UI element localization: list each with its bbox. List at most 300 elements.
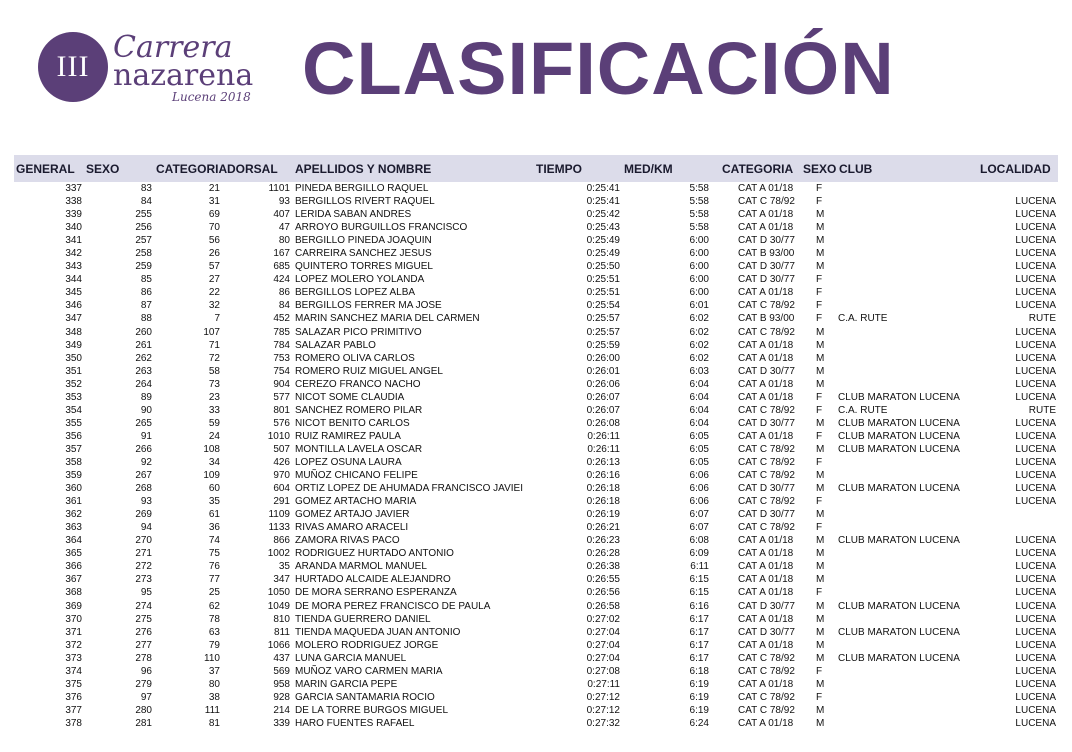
table-row <box>14 456 1058 469</box>
cell-categoria: CAT A 01/18 <box>738 574 794 586</box>
cell-categoria: CAT A 01/18 <box>738 548 794 560</box>
table-row <box>14 247 1058 260</box>
header-nombre: APELLIDOS Y NOMBRE <box>295 162 432 176</box>
cell-medkm: 6:06 <box>689 483 709 495</box>
cell-tiempo: 0:26:56 <box>586 587 620 599</box>
cell-dorsal: 754 <box>273 365 290 377</box>
cell-tiempo: 0:27:04 <box>586 639 620 651</box>
cell-tiempo: 0:27:04 <box>586 626 620 638</box>
cell-categoria: CAT A 01/18 <box>738 209 794 221</box>
cell-medkm: 5:58 <box>689 209 709 221</box>
cell-dorsal: 35 <box>278 561 290 573</box>
cell-sexo: F <box>816 456 823 468</box>
cell-sexo-pos: 271 <box>135 548 152 560</box>
cell-localidad: LUCENA <box>1015 600 1056 612</box>
cell-tiempo: 0:26:28 <box>586 548 620 560</box>
cell-general: 350 <box>65 352 82 364</box>
cell-categoria: CAT C 78/92 <box>738 652 795 664</box>
cell-general: 358 <box>65 456 82 468</box>
cell-general: 354 <box>65 404 82 416</box>
cell-general: 357 <box>65 443 82 455</box>
cell-localidad: LUCENA <box>1015 391 1056 403</box>
cell-localidad: LUCENA <box>1015 417 1056 429</box>
cell-tiempo: 0:26:38 <box>586 561 620 573</box>
cell-categoria-pos: 110 <box>204 652 220 664</box>
cell-dorsal: 339 <box>273 717 290 729</box>
cell-categoria: CAT A 01/18 <box>738 222 794 234</box>
cell-localidad: LUCENA <box>1015 483 1056 495</box>
cell-sexo-pos: 266 <box>135 443 152 455</box>
cell-medkm: 6:05 <box>689 443 709 455</box>
cell-sexo: M <box>816 470 825 482</box>
cell-dorsal: 753 <box>273 352 290 364</box>
cell-localidad: LUCENA <box>1015 535 1056 547</box>
cell-medkm: 6:00 <box>689 274 709 286</box>
table-row <box>14 339 1058 352</box>
table-row <box>14 391 1058 404</box>
cell-tiempo: 0:26:01 <box>586 365 620 377</box>
cell-dorsal: 866 <box>273 535 290 547</box>
cell-categoria-pos: 32 <box>208 300 220 312</box>
table-row <box>14 495 1058 508</box>
header-general: GENERAL <box>16 162 75 176</box>
cell-tiempo: 0:25:41 <box>586 196 620 208</box>
cell-dorsal: 928 <box>273 691 290 703</box>
cell-tiempo: 0:26:13 <box>586 456 620 468</box>
header-club: CLUB <box>839 162 873 176</box>
table-row <box>14 534 1058 547</box>
cell-dorsal: 47 <box>278 222 290 234</box>
cell-sexo-pos: 270 <box>135 535 152 547</box>
cell-categoria: CAT C 78/92 <box>738 443 795 455</box>
table-row <box>14 378 1058 391</box>
cell-categoria: CAT C 78/92 <box>738 470 795 482</box>
cell-sexo-pos: 278 <box>135 652 152 664</box>
cell-nombre: MOLERO RODRIGUEZ JORGE <box>295 639 439 651</box>
table-row <box>14 208 1058 221</box>
cell-categoria: CAT A 01/18 <box>738 587 794 599</box>
cell-dorsal: 904 <box>273 378 290 390</box>
cell-sexo: M <box>816 443 825 455</box>
cell-nombre: NICOT BENITO CARLOS <box>295 417 410 429</box>
cell-categoria-pos: 36 <box>208 522 220 534</box>
cell-categoria: CAT C 78/92 <box>738 456 795 468</box>
cell-sexo: M <box>816 509 825 521</box>
cell-sexo: M <box>816 235 825 247</box>
cell-sexo-pos: 94 <box>140 522 152 534</box>
cell-medkm: 6:00 <box>689 261 709 273</box>
table-row <box>14 273 1058 286</box>
cell-categoria-pos: 56 <box>208 235 220 247</box>
cell-sexo: M <box>816 639 825 651</box>
cell-nombre: GOMEZ ARTAJO JAVIER <box>295 509 410 521</box>
cell-tiempo: 0:26:18 <box>586 483 620 495</box>
cell-general: 360 <box>65 483 82 495</box>
cell-tiempo: 0:27:12 <box>586 704 620 716</box>
cell-categoria: CAT A 01/18 <box>738 613 794 625</box>
cell-medkm: 6:09 <box>689 548 709 560</box>
cell-medkm: 6:19 <box>689 678 709 690</box>
cell-general: 373 <box>65 652 82 664</box>
table-row <box>14 639 1058 652</box>
cell-tiempo: 0:26:23 <box>586 535 620 547</box>
table-row <box>14 260 1058 273</box>
cell-dorsal: 80 <box>278 235 290 247</box>
cell-general: 351 <box>65 365 82 377</box>
cell-sexo: M <box>816 352 825 364</box>
cell-sexo-pos: 255 <box>135 209 152 221</box>
cell-general: 365 <box>65 548 82 560</box>
cell-general: 370 <box>65 613 82 625</box>
cell-general: 337 <box>65 183 82 194</box>
cell-categoria-pos: 78 <box>208 613 220 625</box>
cell-localidad: LUCENA <box>1015 639 1056 651</box>
cell-dorsal: 507 <box>273 443 290 455</box>
logo-title-line1: Carrera <box>113 30 233 65</box>
cell-nombre: GOMEZ ARTACHO MARIA <box>295 496 417 508</box>
cell-nombre: SALAZAR PICO PRIMITIVO <box>295 326 422 338</box>
cell-tiempo: 0:25:49 <box>586 235 620 247</box>
cell-tiempo: 0:27:32 <box>586 717 620 729</box>
cell-tiempo: 0:25:42 <box>586 209 620 221</box>
cell-sexo: M <box>816 717 825 729</box>
cell-categoria-pos: 38 <box>208 691 220 703</box>
table-row <box>14 665 1058 678</box>
table-row <box>14 678 1058 691</box>
cell-dorsal: 1049 <box>267 600 290 612</box>
cell-nombre: LOPEZ MOLERO YOLANDA <box>295 274 425 286</box>
cell-tiempo: 0:25:43 <box>586 222 620 234</box>
cell-categoria-pos: 31 <box>208 196 220 208</box>
cell-general: 377 <box>65 704 82 716</box>
cell-medkm: 6:04 <box>689 404 709 416</box>
cell-dorsal: 577 <box>273 391 290 403</box>
cell-nombre: MARIN SANCHEZ MARIA DEL CARMEN <box>295 313 480 325</box>
cell-medkm: 6:00 <box>689 235 709 247</box>
cell-sexo: F <box>816 691 823 703</box>
cell-sexo: M <box>816 261 825 273</box>
cell-general: 359 <box>65 470 82 482</box>
logo-numeral: III <box>38 32 108 102</box>
cell-general: 375 <box>65 678 82 690</box>
cell-sexo-pos: 92 <box>140 456 152 468</box>
cell-general: 343 <box>65 261 82 273</box>
cell-nombre: BERGILLOS FERRER MA JOSE <box>295 300 442 312</box>
cell-tiempo: 0:26:07 <box>586 391 620 403</box>
cell-localidad: LUCENA <box>1015 548 1056 560</box>
cell-tiempo: 0:27:08 <box>586 665 620 677</box>
cell-categoria-pos: 59 <box>208 417 220 429</box>
cell-nombre: HURTADO ALCAIDE ALEJANDRO <box>295 574 451 586</box>
cell-dorsal: 970 <box>273 470 290 482</box>
cell-sexo-pos: 261 <box>135 339 152 351</box>
cell-club: CLUB MARATON LUCENA <box>838 430 960 442</box>
table-row <box>14 600 1058 613</box>
cell-localidad: RUTE <box>1028 404 1056 416</box>
cell-general: 367 <box>65 574 82 586</box>
cell-categoria: CAT C 78/92 <box>738 522 795 534</box>
cell-general: 340 <box>65 222 82 234</box>
page-title: CLASIFICACIÓN <box>302 27 895 110</box>
cell-localidad: LUCENA <box>1015 496 1056 508</box>
cell-tiempo: 0:25:41 <box>586 183 620 194</box>
cell-tiempo: 0:27:11 <box>587 678 620 690</box>
cell-medkm: 6:17 <box>689 652 709 664</box>
cell-tiempo: 0:25:59 <box>586 339 620 351</box>
cell-nombre: MUÑOZ VARO CARMEN MARIA <box>295 665 443 677</box>
cell-nombre: RIVAS AMARO ARACELI <box>295 522 409 534</box>
cell-nombre: ARROYO BURGUILLOS FRANCISCO <box>295 222 468 234</box>
cell-localidad: LUCENA <box>1015 561 1056 573</box>
table-row <box>14 691 1058 704</box>
cell-categoria: CAT A 01/18 <box>738 678 794 690</box>
cell-sexo: M <box>816 209 825 221</box>
cell-categoria-pos: 73 <box>208 378 220 390</box>
cell-dorsal: 685 <box>273 261 290 273</box>
cell-categoria-pos: 70 <box>208 222 220 234</box>
cell-sexo-pos: 281 <box>135 717 152 729</box>
table-row <box>14 586 1058 599</box>
cell-dorsal: 1010 <box>267 430 290 442</box>
cell-categoria-pos: 77 <box>208 574 220 586</box>
cell-categoria: CAT D 30/77 <box>738 417 795 429</box>
cell-sexo-pos: 265 <box>135 417 152 429</box>
cell-localidad: LUCENA <box>1015 248 1056 260</box>
table-row <box>14 508 1058 521</box>
cell-general: 346 <box>65 300 82 312</box>
cell-categoria-pos: 37 <box>208 665 220 677</box>
cell-general: 356 <box>65 430 82 442</box>
cell-tiempo: 0:26:21 <box>586 522 620 534</box>
table-row <box>14 717 1058 730</box>
cell-medkm: 5:58 <box>689 183 709 194</box>
cell-sexo: M <box>816 574 825 586</box>
cell-club: CLUB MARATON LUCENA <box>838 652 960 664</box>
cell-categoria: CAT A 01/18 <box>738 339 794 351</box>
cell-tiempo: 0:25:51 <box>586 274 620 286</box>
cell-medkm: 5:58 <box>689 222 709 234</box>
cell-categoria: CAT A 01/18 <box>738 378 794 390</box>
cell-sexo-pos: 275 <box>135 613 152 625</box>
cell-dorsal: 426 <box>273 456 290 468</box>
cell-tiempo: 0:26:58 <box>586 600 620 612</box>
table-row <box>14 417 1058 430</box>
cell-nombre: MUÑOZ CHICANO FELIPE <box>295 470 418 482</box>
cell-sexo: F <box>816 313 823 325</box>
cell-sexo-pos: 273 <box>135 574 152 586</box>
cell-sexo-pos: 88 <box>140 313 152 325</box>
cell-categoria-pos: 60 <box>208 483 220 495</box>
cell-nombre: DE LA TORRE BURGOS MIGUEL <box>295 704 449 716</box>
cell-medkm: 6:08 <box>689 535 709 547</box>
cell-tiempo: 0:25:50 <box>586 261 620 273</box>
cell-localidad: LUCENA <box>1015 626 1056 638</box>
cell-club: CLUB MARATON LUCENA <box>838 391 960 403</box>
header-localidad: LOCALIDAD <box>980 162 1051 176</box>
cell-sexo-pos: 258 <box>135 248 152 260</box>
cell-categoria-pos: 35 <box>208 496 220 508</box>
cell-medkm: 6:15 <box>689 574 709 586</box>
cell-tiempo: 0:25:49 <box>586 248 620 260</box>
cell-club: CLUB MARATON LUCENA <box>838 535 960 547</box>
cell-tiempo: 0:27:02 <box>586 613 620 625</box>
cell-general: 372 <box>65 639 82 651</box>
cell-dorsal: 1002 <box>267 548 290 560</box>
cell-medkm: 6:06 <box>689 470 709 482</box>
table-row <box>14 286 1058 299</box>
cell-categoria-pos: 74 <box>208 535 220 547</box>
header-dorsal: DORSAL <box>227 162 278 176</box>
cell-sexo: M <box>816 600 825 612</box>
cell-categoria: CAT D 30/77 <box>738 626 795 638</box>
table-row <box>14 352 1058 365</box>
cell-general: 369 <box>65 600 82 612</box>
cell-sexo-pos: 263 <box>135 365 152 377</box>
cell-categoria-pos: 33 <box>208 404 220 416</box>
cell-tiempo: 0:26:19 <box>586 509 620 521</box>
cell-categoria: CAT D 30/77 <box>738 365 795 377</box>
cell-categoria-pos: 21 <box>208 183 220 194</box>
cell-general: 344 <box>65 274 82 286</box>
cell-categoria-pos: 80 <box>208 678 220 690</box>
cell-categoria: CAT B 93/00 <box>738 248 795 260</box>
cell-sexo: M <box>816 378 825 390</box>
cell-categoria: CAT A 01/18 <box>738 287 794 299</box>
cell-dorsal: 1050 <box>267 587 290 599</box>
cell-categoria-pos: 75 <box>208 548 220 560</box>
cell-tiempo: 0:25:57 <box>586 313 620 325</box>
cell-medkm: 6:00 <box>689 248 709 260</box>
cell-localidad: LUCENA <box>1015 704 1056 716</box>
cell-nombre: HARO FUENTES RAFAEL <box>295 717 415 729</box>
cell-tiempo: 0:27:12 <box>586 691 620 703</box>
cell-sexo-pos: 97 <box>140 691 152 703</box>
cell-categoria: CAT C 78/92 <box>738 665 795 677</box>
cell-localidad: LUCENA <box>1015 339 1056 351</box>
cell-categoria: CAT D 30/77 <box>738 483 795 495</box>
cell-general: 355 <box>65 417 82 429</box>
cell-medkm: 6:02 <box>689 339 709 351</box>
cell-categoria-pos: 79 <box>208 639 220 651</box>
cell-localidad: LUCENA <box>1015 574 1056 586</box>
table-row <box>14 365 1058 378</box>
cell-medkm: 6:07 <box>689 522 709 534</box>
cell-dorsal: 576 <box>273 417 290 429</box>
cell-localidad: LUCENA <box>1015 196 1056 208</box>
cell-club: CLUB MARATON LUCENA <box>838 443 960 455</box>
cell-sexo-pos: 274 <box>135 600 152 612</box>
cell-medkm: 6:19 <box>689 691 709 703</box>
cell-localidad: LUCENA <box>1015 717 1056 729</box>
cell-categoria: CAT A 01/18 <box>738 352 794 364</box>
cell-dorsal: 407 <box>273 209 290 221</box>
cell-categoria: CAT A 01/18 <box>738 183 794 194</box>
cell-nombre: DE MORA SERRANO ESPERANZA <box>295 587 457 599</box>
cell-categoria-pos: 34 <box>208 456 220 468</box>
cell-sexo-pos: 277 <box>135 639 152 651</box>
cell-medkm: 6:15 <box>689 587 709 599</box>
table-row <box>14 312 1058 325</box>
cell-sexo-pos: 264 <box>135 378 152 390</box>
cell-sexo: M <box>816 678 825 690</box>
cell-nombre: LERIDA SABAN ANDRES <box>295 209 412 221</box>
cell-categoria-pos: 107 <box>203 326 220 338</box>
cell-medkm: 6:01 <box>689 300 709 312</box>
cell-sexo-pos: 280 <box>135 704 152 716</box>
cell-categoria-pos: 26 <box>208 248 220 260</box>
cell-nombre: RUIZ RAMIREZ PAULA <box>295 430 401 442</box>
header-categoria-pos: CATEGORIA <box>156 162 228 176</box>
cell-sexo: M <box>816 535 825 547</box>
cell-localidad: LUCENA <box>1015 261 1056 273</box>
cell-nombre: MONTILLA LAVELA OSCAR <box>295 443 423 455</box>
cell-medkm: 6:05 <box>689 456 709 468</box>
cell-medkm: 6:04 <box>689 378 709 390</box>
cell-tiempo: 0:25:57 <box>586 326 620 338</box>
cell-categoria: CAT C 78/92 <box>738 404 795 416</box>
cell-medkm: 6:05 <box>689 430 709 442</box>
cell-sexo: M <box>816 326 825 338</box>
cell-general: 352 <box>65 378 82 390</box>
cell-sexo: F <box>816 300 823 312</box>
cell-categoria-pos: 57 <box>208 261 220 273</box>
cell-medkm: 5:58 <box>689 196 709 208</box>
table-row <box>14 326 1058 339</box>
cell-sexo: M <box>816 652 825 664</box>
cell-sexo-pos: 95 <box>140 587 152 599</box>
cell-dorsal: 437 <box>273 652 290 664</box>
table-header <box>14 155 1058 182</box>
table-row <box>14 704 1058 717</box>
cell-general: 341 <box>65 235 82 247</box>
header-sexo2: SEXO <box>803 162 837 176</box>
cell-medkm: 6:02 <box>689 352 709 364</box>
cell-categoria: CAT A 01/18 <box>738 430 794 442</box>
cell-dorsal: 291 <box>273 496 290 508</box>
cell-sexo-pos: 268 <box>135 483 152 495</box>
cell-medkm: 6:24 <box>689 717 709 729</box>
cell-dorsal: 784 <box>273 339 290 351</box>
cell-localidad: RUTE <box>1028 313 1056 325</box>
cell-localidad: LUCENA <box>1015 235 1056 247</box>
cell-nombre: ROMERO OLIVA CARLOS <box>295 352 415 364</box>
cell-general: 338 <box>65 196 82 208</box>
page-header <box>0 0 1072 150</box>
cell-medkm: 6:02 <box>689 313 709 325</box>
cell-nombre: TIENDA GUERRERO DANIEL <box>295 613 431 625</box>
cell-sexo-pos: 269 <box>135 509 152 521</box>
cell-localidad: LUCENA <box>1015 430 1056 442</box>
cell-nombre: RODRIGUEZ HURTADO ANTONIO <box>295 548 454 560</box>
cell-sexo-pos: 262 <box>135 352 152 364</box>
cell-medkm: 6:03 <box>689 365 709 377</box>
cell-sexo-pos: 279 <box>135 678 152 690</box>
cell-localidad: LUCENA <box>1015 587 1056 599</box>
cell-categoria: CAT C 78/92 <box>738 300 795 312</box>
cell-sexo: M <box>816 704 825 716</box>
cell-localidad: LUCENA <box>1015 652 1056 664</box>
table-row <box>14 430 1058 443</box>
cell-sexo: M <box>816 483 825 495</box>
cell-nombre: SANCHEZ ROMERO PILAR <box>295 404 423 416</box>
cell-medkm: 6:16 <box>689 600 709 612</box>
table-body <box>14 182 1058 730</box>
cell-sexo: F <box>816 496 823 508</box>
table-row <box>14 626 1058 639</box>
cell-categoria: CAT C 78/92 <box>738 704 795 716</box>
cell-categoria: CAT D 30/77 <box>738 274 795 286</box>
cell-categoria: CAT A 01/18 <box>738 535 794 547</box>
